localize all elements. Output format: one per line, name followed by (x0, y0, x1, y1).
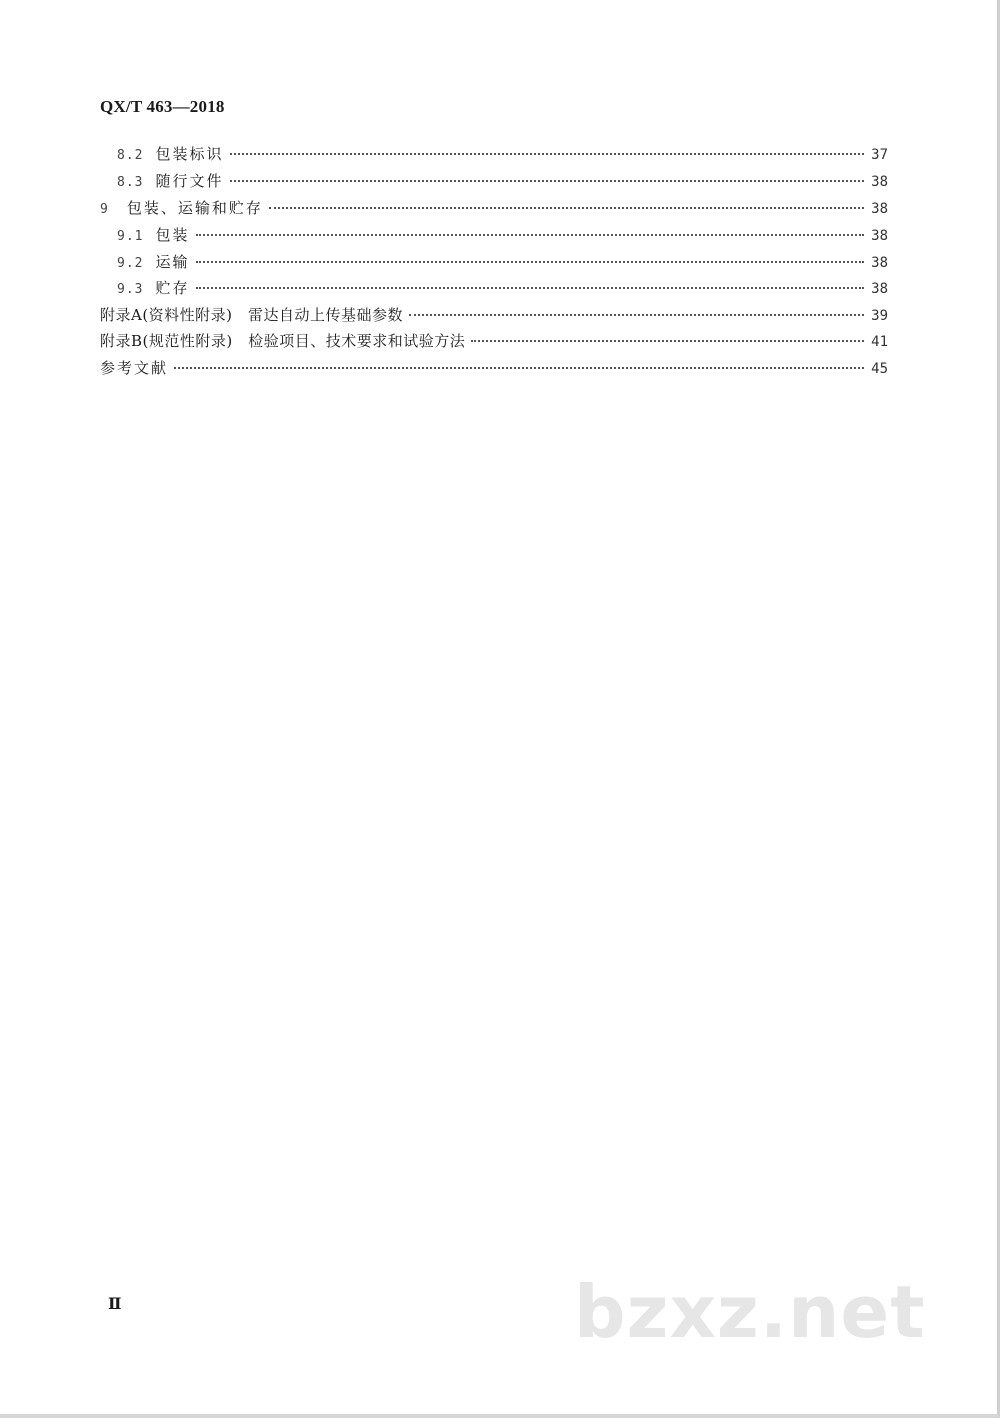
toc-entry-number: 9 (100, 202, 109, 217)
toc-leader-dots (196, 286, 865, 289)
toc-entry-title: 参考文献 (100, 359, 169, 377)
page-number-footer: Ⅱ (108, 1296, 122, 1313)
toc-leader-dots (174, 366, 864, 369)
toc-entry-9-3[interactable] (0, 277, 1000, 299)
toc-entry-number: 9.1 (117, 229, 144, 244)
toc-entry-number: 8.2 (117, 148, 144, 163)
toc-entry-number: 8.3 (117, 175, 144, 190)
toc-entry-page: 37 (871, 147, 888, 163)
toc-leader-dots (409, 313, 864, 316)
toc-entry-title: 包装标识 (155, 145, 224, 163)
toc-entry-number: 9.2 (117, 256, 144, 271)
toc-entry-page: 38 (871, 228, 888, 244)
toc-entry-title: 贮存 (155, 279, 190, 297)
toc-entry-9[interactable] (0, 197, 1000, 219)
toc-entry-page: 39 (871, 308, 888, 324)
toc-entry-references[interactable] (0, 357, 1000, 379)
toc-entry-title: 随行文件 (155, 172, 224, 190)
toc-leader-dots (196, 260, 865, 263)
toc-entry-title: 附录B(规范性附录) 检验项目、技术要求和试验方法 (100, 332, 466, 350)
toc-entry-8-2[interactable] (0, 143, 1000, 165)
toc-leader-dots (471, 339, 864, 342)
document-code-header: QX/T 463—2018 (100, 97, 225, 116)
toc-entry-number: 9.3 (117, 282, 144, 297)
toc-entry-page: 38 (871, 255, 888, 271)
toc-entry-page: 38 (871, 281, 888, 297)
toc-leader-dots (230, 179, 865, 182)
toc-entry-page: 41 (871, 334, 888, 350)
watermark-text: bzxz.net (574, 1270, 926, 1354)
toc-entry-appendix-b[interactable] (0, 330, 1000, 352)
toc-entry-9-1[interactable] (0, 224, 1000, 246)
toc-entry-8-3[interactable] (0, 170, 1000, 192)
toc-entry-title: 运输 (155, 253, 190, 271)
toc-entry-title: 包装 (155, 226, 190, 244)
toc-entry-title: 附录A(资料性附录) 雷达自动上传基础参数 (100, 306, 404, 324)
toc-leader-dots (269, 206, 864, 209)
toc-entry-page: 38 (871, 201, 888, 217)
toc-leader-dots (196, 233, 865, 236)
toc-leader-dots (230, 152, 865, 155)
toc-entry-title: 包装、运输和贮存 (126, 199, 263, 217)
toc-entry-page: 38 (871, 174, 888, 190)
toc-entry-9-2[interactable] (0, 251, 1000, 273)
toc-entry-page: 45 (871, 361, 888, 377)
toc-entry-appendix-a[interactable] (0, 304, 1000, 326)
